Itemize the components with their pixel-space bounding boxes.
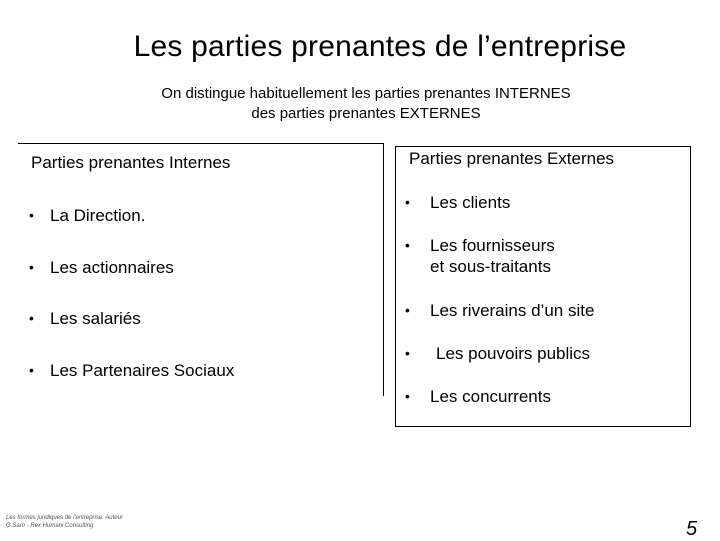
footer-line-1: Les formes juridiques de l'entreprise. Auteur — [6, 515, 123, 521]
slide-title: Les parties prenantes de l’entreprise — [133, 30, 627, 63]
bullet-icon: • — [405, 237, 410, 253]
page-number: 5 — [686, 518, 698, 540]
internal-item-partenaires: Les Partenaires Sociaux — [50, 361, 235, 380]
subtitle-line-2: des parties prenantes EXTERNES — [251, 105, 481, 122]
bullet-icon: • — [405, 302, 410, 318]
bullet-icon: • — [405, 194, 410, 210]
external-item-clients: Les clients — [430, 193, 511, 212]
external-item-pouvoirs-publics: Les pouvoirs publics — [436, 344, 591, 363]
bullet-icon: • — [29, 310, 34, 326]
slide-subtitle — [0, 84, 720, 124]
footer-note — [6, 514, 156, 530]
bullet-icon: • — [405, 345, 410, 361]
external-item-concurrents: Les concurrents — [430, 387, 551, 406]
bullet-icon: • — [29, 362, 34, 378]
external-item-riverains: Les riverains d’un site — [430, 301, 595, 320]
bullet-icon: • — [405, 388, 410, 404]
external-stakeholders-box — [395, 146, 691, 427]
subtitle-line-1: On distingue habituellement les parties prenantes INTERNES — [161, 85, 571, 102]
external-item-sous-traitants: et sous-traitants — [430, 257, 551, 276]
bullet-icon: • — [29, 207, 34, 223]
external-heading: Parties prenantes Externes — [409, 149, 615, 168]
footer-line-2: G.Saro - Rex Humani Consulting — [6, 523, 94, 529]
bullet-icon: • — [29, 259, 34, 275]
external-item-fournisseurs: Les fournisseurs — [430, 236, 555, 255]
internal-item-salaries: Les salariés — [50, 309, 141, 328]
internal-stakeholders-box — [18, 143, 384, 396]
internal-item-actionnaires: Les actionnaires — [50, 258, 174, 277]
internal-item-direction: La Direction. — [50, 206, 146, 225]
internal-heading: Parties prenantes Internes — [31, 153, 231, 172]
